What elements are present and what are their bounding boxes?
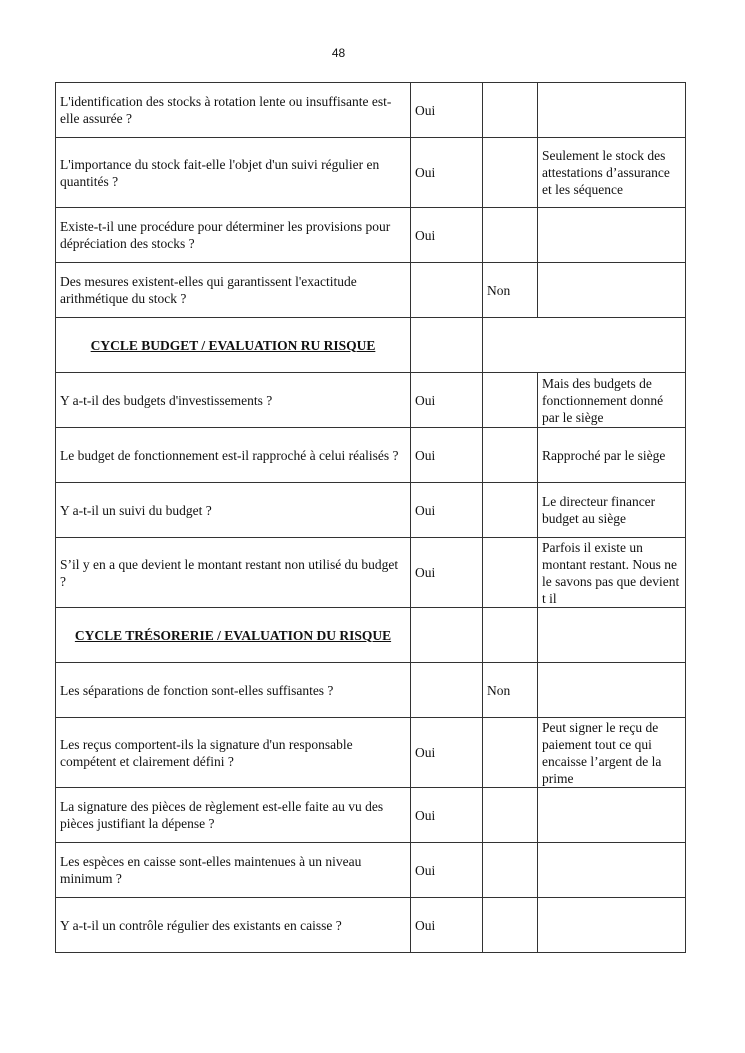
non-cell [483,843,538,898]
section-heading: CYCLE TRÉSORERIE / EVALUATION DU RISQUE [56,608,411,663]
table-row [56,898,686,953]
question-cell: Y a-t-il des budgets d'investissements ? [56,373,411,428]
oui-cell: Oui [411,788,483,843]
empty-cell [483,318,686,373]
non-cell [483,428,538,483]
non-cell [483,138,538,208]
table-row [56,83,686,138]
question-cell: Les espèces en caisse sont-elles maintenues à un niveau minimum ? [56,843,411,898]
observation-cell: Seulement le stock des attestations d’assurance et les séquence [538,138,686,208]
oui-cell [411,663,483,718]
non-cell [483,483,538,538]
observation-cell: Parfois il existe un montant restant. Nous ne le savons pas que devient t il [538,538,686,608]
table-row [56,263,686,318]
oui-cell: Oui [411,538,483,608]
oui-cell: Oui [411,898,483,953]
table-row [56,483,686,538]
oui-cell: Oui [411,373,483,428]
section-heading: CYCLE BUDGET / EVALUATION RU RISQUE [56,318,411,373]
table-row [56,843,686,898]
empty-cell [538,608,686,663]
observation-cell: Peut signer le reçu de paiement tout ce qui encaisse l’argent de la prime [538,718,686,788]
non-cell [483,83,538,138]
question-cell: Les séparations de fonction sont-elles suffisantes ? [56,663,411,718]
empty-cell [483,608,538,663]
question-cell: La signature des pièces de règlement est-elle faite au vu des pièces justifiant la dépense ? [56,788,411,843]
non-cell [483,373,538,428]
observation-cell [538,208,686,263]
observation-cell: Mais des budgets de fonctionnement donné par le siège [538,373,686,428]
empty-cell [411,608,483,663]
question-cell: L'importance du stock fait-elle l'objet d'un suivi régulier en quantités ? [56,138,411,208]
observation-cell: Rapproché par le siège [538,428,686,483]
question-cell: Y a-t-il un suivi du budget ? [56,483,411,538]
table-row [56,138,686,208]
question-cell: Existe-t-il une procédure pour déterminer les provisions pour dépréciation des stocks ? [56,208,411,263]
non-cell [483,788,538,843]
non-cell [483,208,538,263]
question-cell: S’il y en a que devient le montant restant non utilisé du budget ? [56,538,411,608]
observation-cell [538,663,686,718]
oui-cell [411,263,483,318]
table-row [56,663,686,718]
non-cell: Non [483,663,538,718]
non-cell [483,718,538,788]
question-cell: Les reçus comportent-ils la signature d'un responsable compétent et clairement défini ? [56,718,411,788]
page-number: 48 [331,46,346,60]
oui-cell: Oui [411,428,483,483]
non-cell [483,898,538,953]
empty-cell [411,318,483,373]
observation-cell: Le directeur financer budget au siège [538,483,686,538]
table-row [56,788,686,843]
observation-cell [538,898,686,953]
non-cell: Non [483,263,538,318]
oui-cell: Oui [411,208,483,263]
oui-cell: Oui [411,138,483,208]
observation-cell [538,263,686,318]
section-row [56,608,686,663]
question-cell: Le budget de fonctionnement est-il rapproché à celui réalisés ? [56,428,411,483]
table-row [56,208,686,263]
oui-cell: Oui [411,83,483,138]
audit-questionnaire-table [55,82,686,953]
question-cell: L'identification des stocks à rotation lente ou insuffisante est-elle assurée ? [56,83,411,138]
oui-cell: Oui [411,483,483,538]
oui-cell: Oui [411,718,483,788]
non-cell [483,538,538,608]
table-row [56,718,686,788]
table-row [56,538,686,608]
section-row [56,318,686,373]
question-cell: Y a-t-il un contrôle régulier des existants en caisse ? [56,898,411,953]
table-row [56,428,686,483]
table-row [56,373,686,428]
observation-cell [538,83,686,138]
question-cell: Des mesures existent-elles qui garantissent l'exactitude arithmétique du stock ? [56,263,411,318]
observation-cell [538,788,686,843]
oui-cell: Oui [411,843,483,898]
observation-cell [538,843,686,898]
